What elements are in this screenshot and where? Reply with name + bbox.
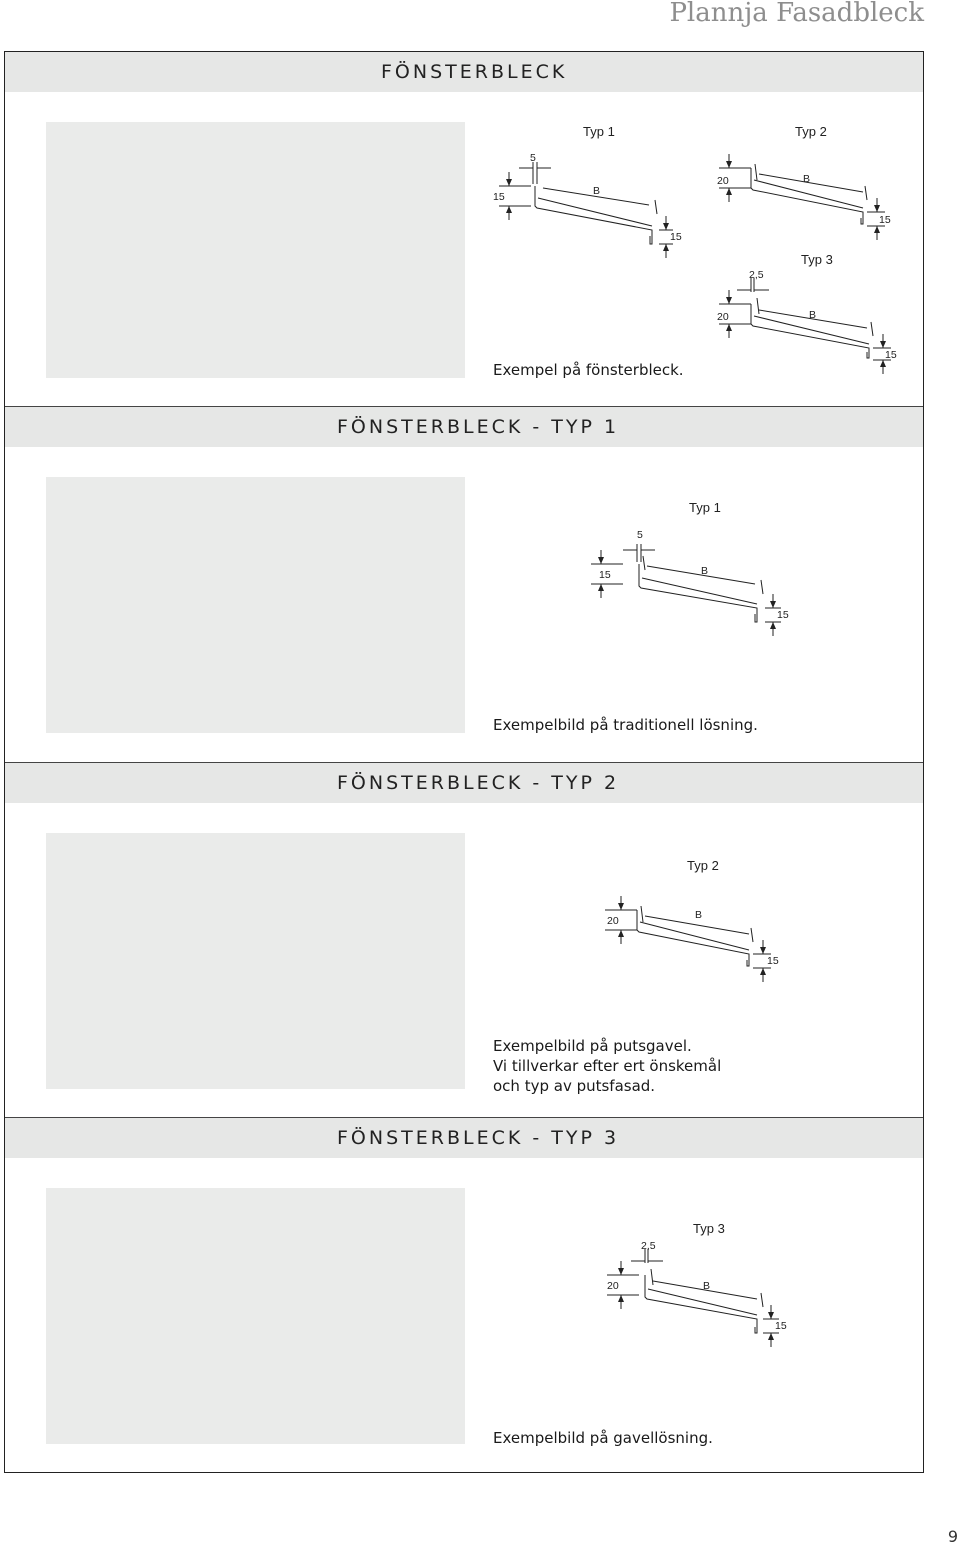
- type-title: Typ 1: [689, 500, 721, 515]
- width-label: B: [803, 173, 811, 185]
- width-label: B: [703, 1280, 711, 1292]
- profile-drawing-typ1: [491, 122, 701, 272]
- type-title: Typ 3: [801, 252, 833, 267]
- section-caption: Exempelbild på traditionell lösning.: [493, 716, 758, 734]
- page-number: 9: [947, 1527, 958, 1546]
- drip-label: 15: [775, 1320, 787, 1332]
- type-title: Typ 2: [687, 858, 719, 873]
- page-frame: [4, 51, 924, 1473]
- example-photo: [46, 833, 465, 1089]
- height-label: 20: [717, 311, 729, 323]
- caption-line: Exempelbild på putsgavel.: [493, 1037, 692, 1055]
- width-label: B: [701, 565, 709, 577]
- profile-drawing-typ3: [707, 252, 907, 382]
- type-title: Typ 2: [795, 124, 827, 139]
- height-label: 20: [717, 175, 729, 187]
- height-label: 15: [493, 191, 505, 203]
- drip-label: 15: [767, 955, 779, 967]
- type-title: Typ 1: [583, 124, 615, 139]
- profile-drawing-typ2: [599, 858, 799, 1006]
- section-heading: FÖNSTERBLECK - TYP 2: [5, 763, 923, 803]
- drip-label: 15: [670, 231, 682, 243]
- gap-label: 2,5: [641, 1240, 656, 1252]
- drip-label: 15: [879, 214, 891, 226]
- gap-label: 5: [530, 152, 536, 164]
- section-heading: FÖNSTERBLECK - TYP 3: [5, 1118, 923, 1158]
- height-label: 20: [607, 915, 619, 927]
- profile-drawing-typ1: [583, 500, 793, 648]
- width-label: B: [809, 309, 817, 321]
- drip-label: 15: [777, 609, 789, 621]
- width-label: B: [695, 909, 703, 921]
- type-title: Typ 3: [693, 1221, 725, 1236]
- section-heading: FÖNSTERBLECK - TYP 1: [5, 407, 923, 447]
- section-caption: Exempel på fönsterbleck.: [493, 361, 684, 379]
- section-caption: [493, 1036, 721, 1096]
- gap-label: 5: [637, 529, 643, 541]
- drip-label: 15: [885, 349, 897, 361]
- section-heading: FÖNSTERBLECK: [5, 52, 923, 92]
- profile-drawing-typ3: [599, 1221, 809, 1377]
- caption-line: och typ av putsfasad.: [493, 1077, 656, 1095]
- example-photo: [46, 477, 465, 733]
- height-label: 20: [607, 1280, 619, 1292]
- example-photo: [46, 122, 465, 378]
- width-label: B: [593, 185, 601, 197]
- height-label: 15: [599, 569, 611, 581]
- section-caption: Exempelbild på gavellösning.: [493, 1429, 713, 1447]
- gap-label: 2,5: [749, 269, 764, 281]
- caption-line: Vi tillverkar efter ert önskemål: [493, 1057, 722, 1075]
- profile-drawing-typ2: [707, 122, 907, 252]
- brand-title: Plannja Fasadbleck: [669, 0, 924, 28]
- example-photo: [46, 1188, 465, 1444]
